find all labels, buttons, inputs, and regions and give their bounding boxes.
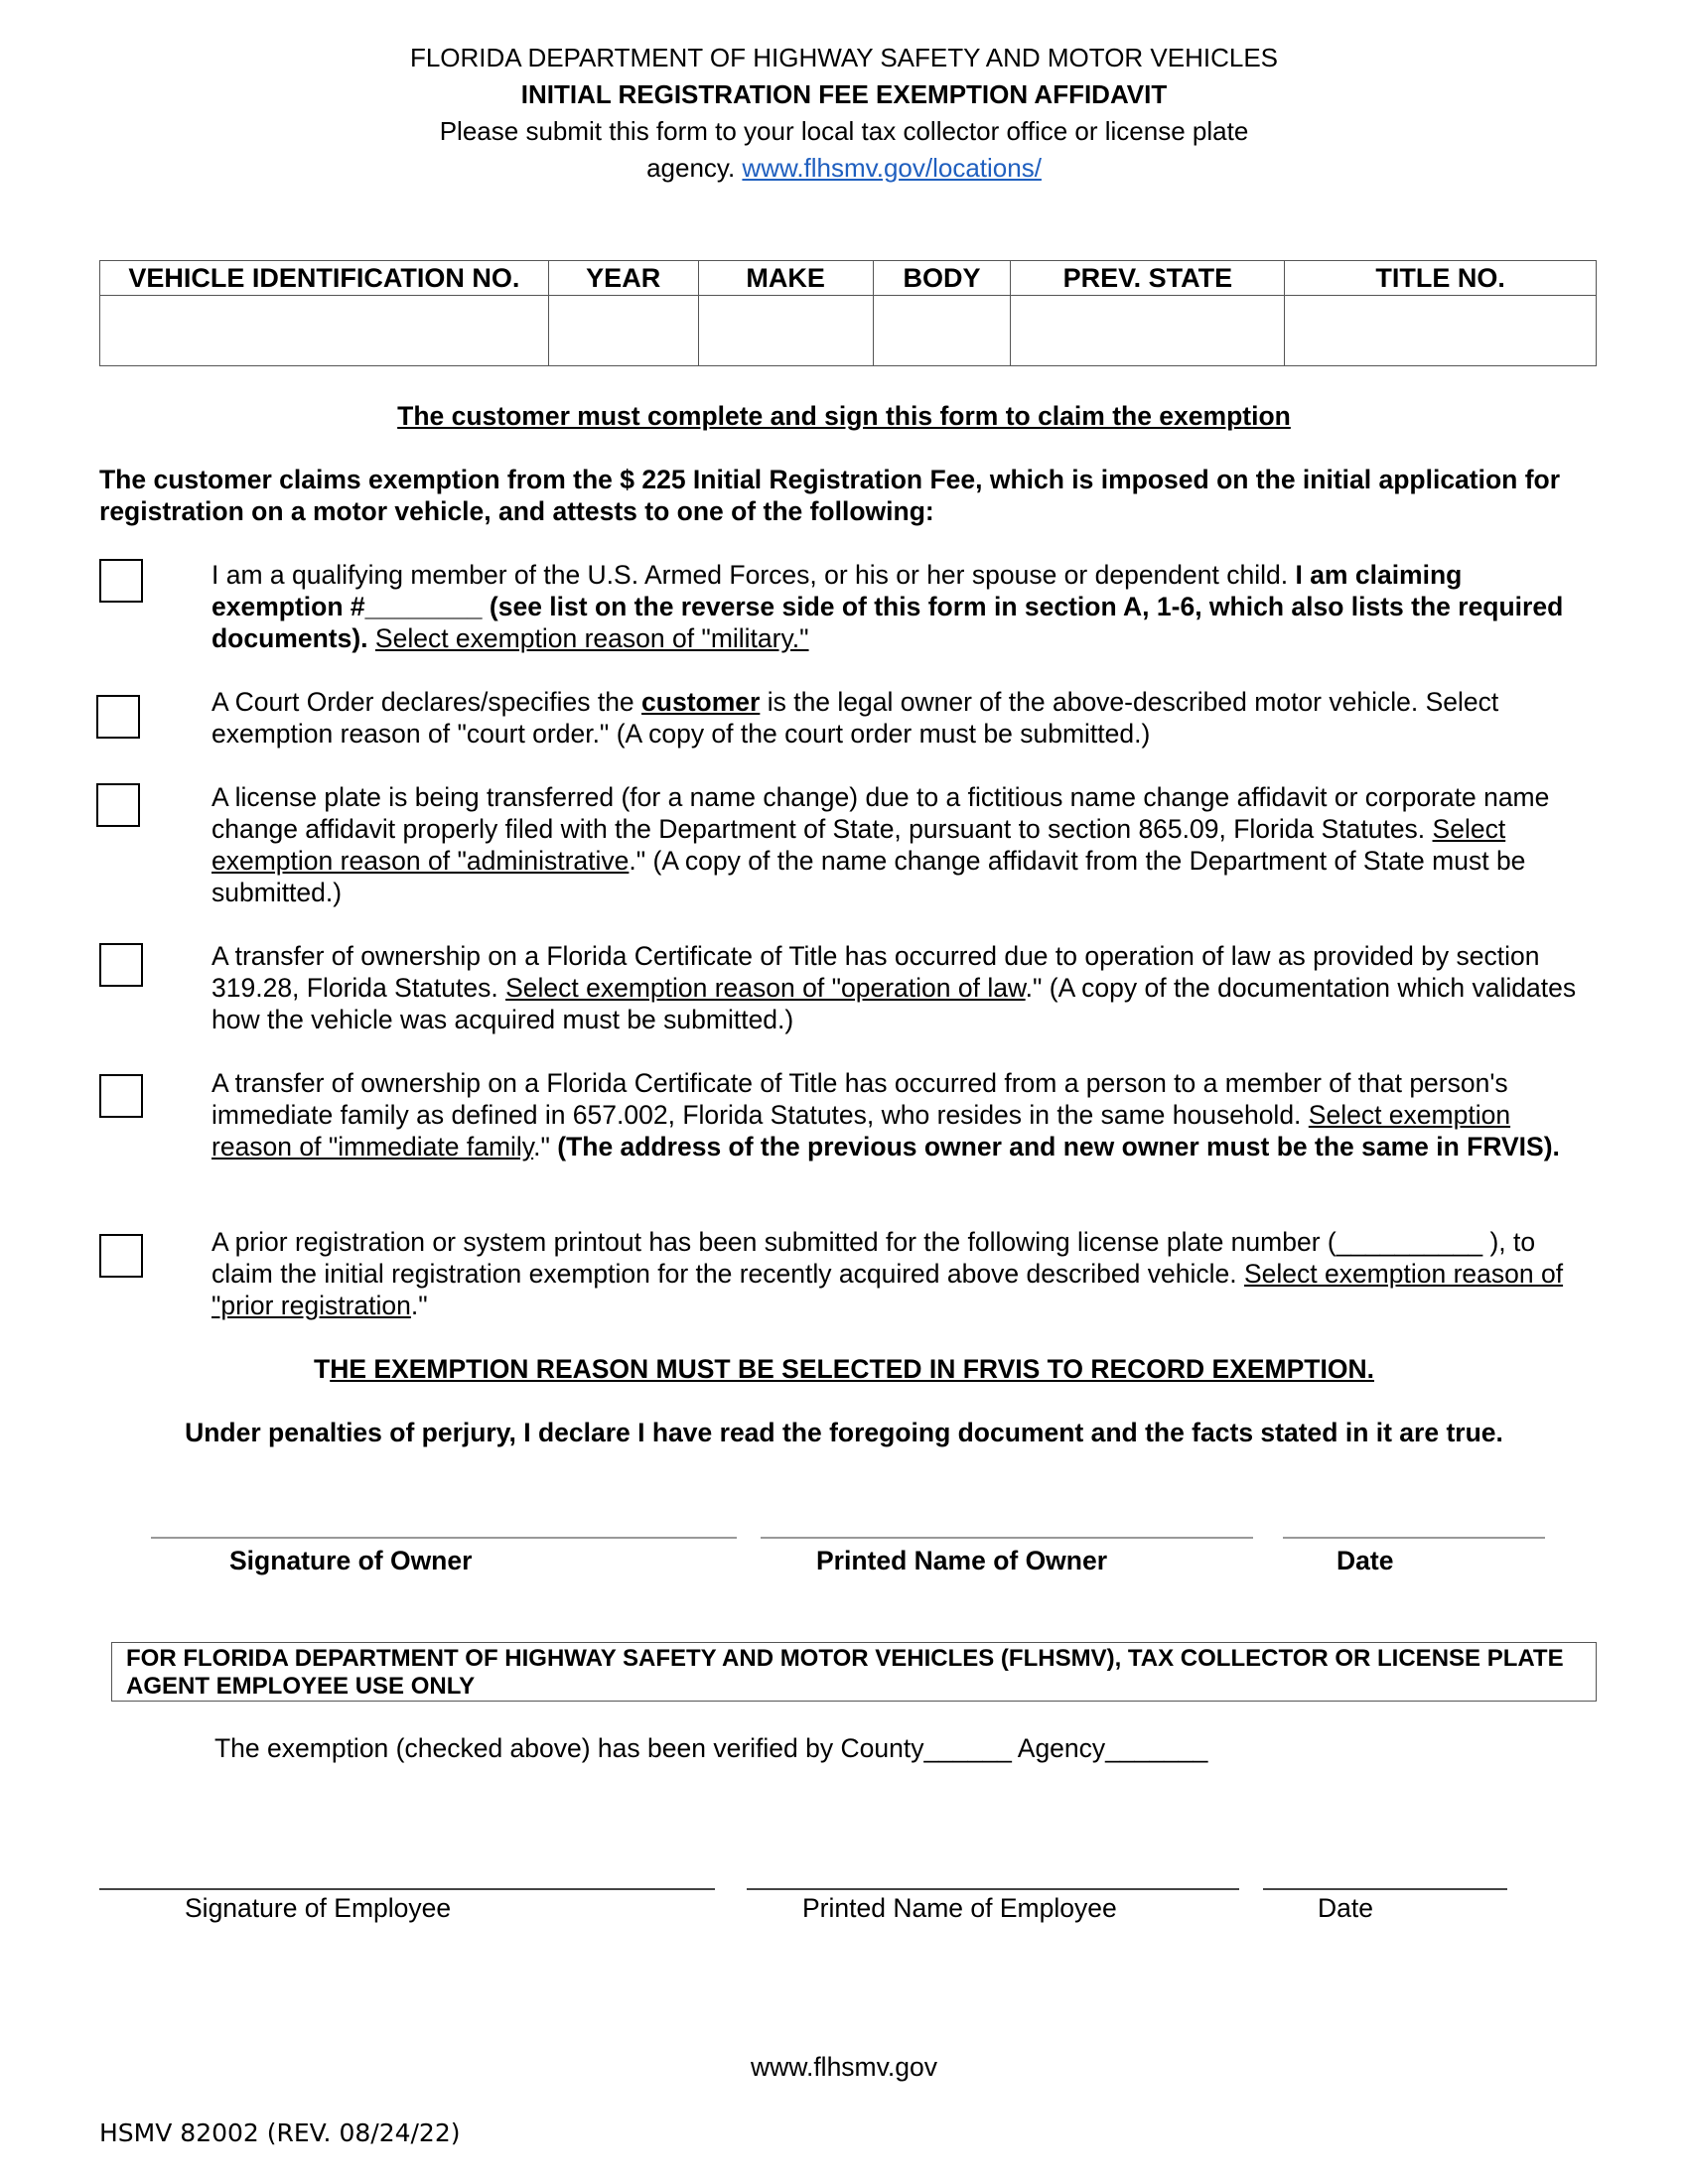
- column-header-make: MAKE: [698, 261, 873, 296]
- vehicle-info-table: [99, 260, 1597, 366]
- column-header-title-no: TITLE NO.: [1285, 261, 1597, 296]
- make-field[interactable]: [698, 296, 873, 366]
- prev-state-field[interactable]: [1011, 296, 1285, 366]
- owner-printed-name-line[interactable]: [761, 1537, 1253, 1539]
- perjury-statement: Under penalties of perjury, I declare I have read the foregoing document and the facts stated in it are true.: [185, 1418, 1503, 1447]
- frvis-notice: THE EXEMPTION REASON MUST BE SELECTED IN FRVIS TO RECORD EXEMPTION.: [314, 1354, 1374, 1384]
- employee-signature-label: Signature of Employee: [185, 1893, 452, 1923]
- employee-date-line[interactable]: [1263, 1888, 1507, 1890]
- immediate-family-exemption-checkbox[interactable]: [99, 1074, 143, 1118]
- owner-signature-line[interactable]: [151, 1537, 737, 1539]
- court-order-exemption-text: A Court Order declares/specifies the customer is the legal owner of the above-described motor vehicle. Select exemption reason of "court order." (A copy of the court order must be submitted.): [211, 687, 1499, 749]
- column-header-vin: VEHICLE IDENTIFICATION NO.: [100, 261, 549, 296]
- customer-notice: The customer must complete and sign this form to claim the exemption: [397, 401, 1291, 431]
- instruction-prefix: agency.: [646, 153, 743, 183]
- prior-registration-exemption-text: A prior registration or system printout has been submitted for the following license plate number (__________ ), to claim the initial registration exemption for the recently acquired above described vehicle. Select exemption reason of "prior registration.": [211, 1227, 1564, 1320]
- vehicle-table-entry-row: [100, 296, 1597, 366]
- operation-of-law-exemption-checkbox[interactable]: [99, 943, 143, 987]
- owner-date-line[interactable]: [1283, 1537, 1545, 1539]
- owner-date-label: Date: [1336, 1546, 1394, 1575]
- court-order-exemption-checkbox[interactable]: [96, 695, 140, 739]
- owner-signature-label: Signature of Owner: [229, 1546, 473, 1575]
- military-exemption-checkbox[interactable]: [99, 559, 143, 603]
- footer-website: www.flhsmv.gov: [751, 2052, 937, 2082]
- administrative-exemption-text: A license plate is being transferred (for a name change) due to a fictitious name change affidavit or corporate name change affidavit properly filed with the Department of State, pursuant to section 865.09, Florida Statutes. Select exemption reason of "administrative." (A copy of the name change affidavit from the Department of State must be submitted.): [211, 782, 1550, 907]
- form-number: HSMV 82002 (REV. 08/24/22): [99, 2118, 461, 2147]
- submission-instruction: Please submit this form to your local tax collector office or license plate: [439, 116, 1249, 146]
- office-use-box: FOR FLORIDA DEPARTMENT OF HIGHWAY SAFETY AND MOTOR VEHICLES (FLHSMV), TAX COLLECTOR OR LICENSE PLATE AGENT EMPLOYEE USE ONLY: [111, 1642, 1597, 1702]
- claim-statement: The customer claims exemption from the $ 225 Initial Registration Fee, which is imposed on the initial application for registration on a motor vehicle, and attests to one of the following:: [99, 465, 1561, 526]
- owner-printed-name-label: Printed Name of Owner: [816, 1546, 1108, 1575]
- prior-registration-exemption-checkbox[interactable]: [99, 1234, 143, 1278]
- employee-printed-name-line[interactable]: [747, 1888, 1239, 1890]
- column-header-body: BODY: [873, 261, 1011, 296]
- column-header-prev-state: PREV. STATE: [1011, 261, 1285, 296]
- verification-text: The exemption (checked above) has been verified by County______ Agency_______: [214, 1733, 1208, 1763]
- locations-link[interactable]: www.flhsmv.gov/locations/: [742, 153, 1042, 183]
- immediate-family-exemption-text: A transfer of ownership on a Florida Certificate of Title has occurred from a person to a member of that person's immediate family as defined in 657.002, Florida Statutes, who resides in the same household. Select exemption reason of "immediate family." (The address of the previous owner and new owner must be the same in FRVIS).: [211, 1068, 1560, 1161]
- employee-date-label: Date: [1318, 1893, 1373, 1923]
- operation-of-law-exemption-text: A transfer of ownership on a Florida Certificate of Title has occurred due to operation of law as provided by section 319.28, Florida Statutes. Select exemption reason of "operation of law." (A copy of the documentation which validates how the vehicle was acquired must be submitted.): [211, 941, 1577, 1034]
- military-exemption-text: I am a qualifying member of the U.S. Armed Forces, or his or her spouse or dependent child. I am claiming exemption #________ (see list on the reverse side of this form in section A, 1-6, which also lists the required documents). Select exemption reason of "military.": [211, 560, 1564, 653]
- employee-printed-name-label: Printed Name of Employee: [802, 1893, 1117, 1923]
- administrative-exemption-checkbox[interactable]: [96, 783, 140, 827]
- column-header-year: YEAR: [548, 261, 698, 296]
- vehicle-table-header-row: [100, 261, 1597, 296]
- body-field[interactable]: [873, 296, 1011, 366]
- form-title: INITIAL REGISTRATION FEE EXEMPTION AFFIDAVIT: [520, 79, 1168, 109]
- employee-signature-line[interactable]: [99, 1888, 715, 1890]
- title-no-field[interactable]: [1285, 296, 1597, 366]
- form-header: [0, 40, 1688, 187]
- year-field[interactable]: [548, 296, 698, 366]
- submission-instruction-cont: [0, 150, 1688, 187]
- vin-field[interactable]: [100, 296, 549, 366]
- agency-name: FLORIDA DEPARTMENT OF HIGHWAY SAFETY AND MOTOR VEHICLES: [409, 43, 1279, 72]
